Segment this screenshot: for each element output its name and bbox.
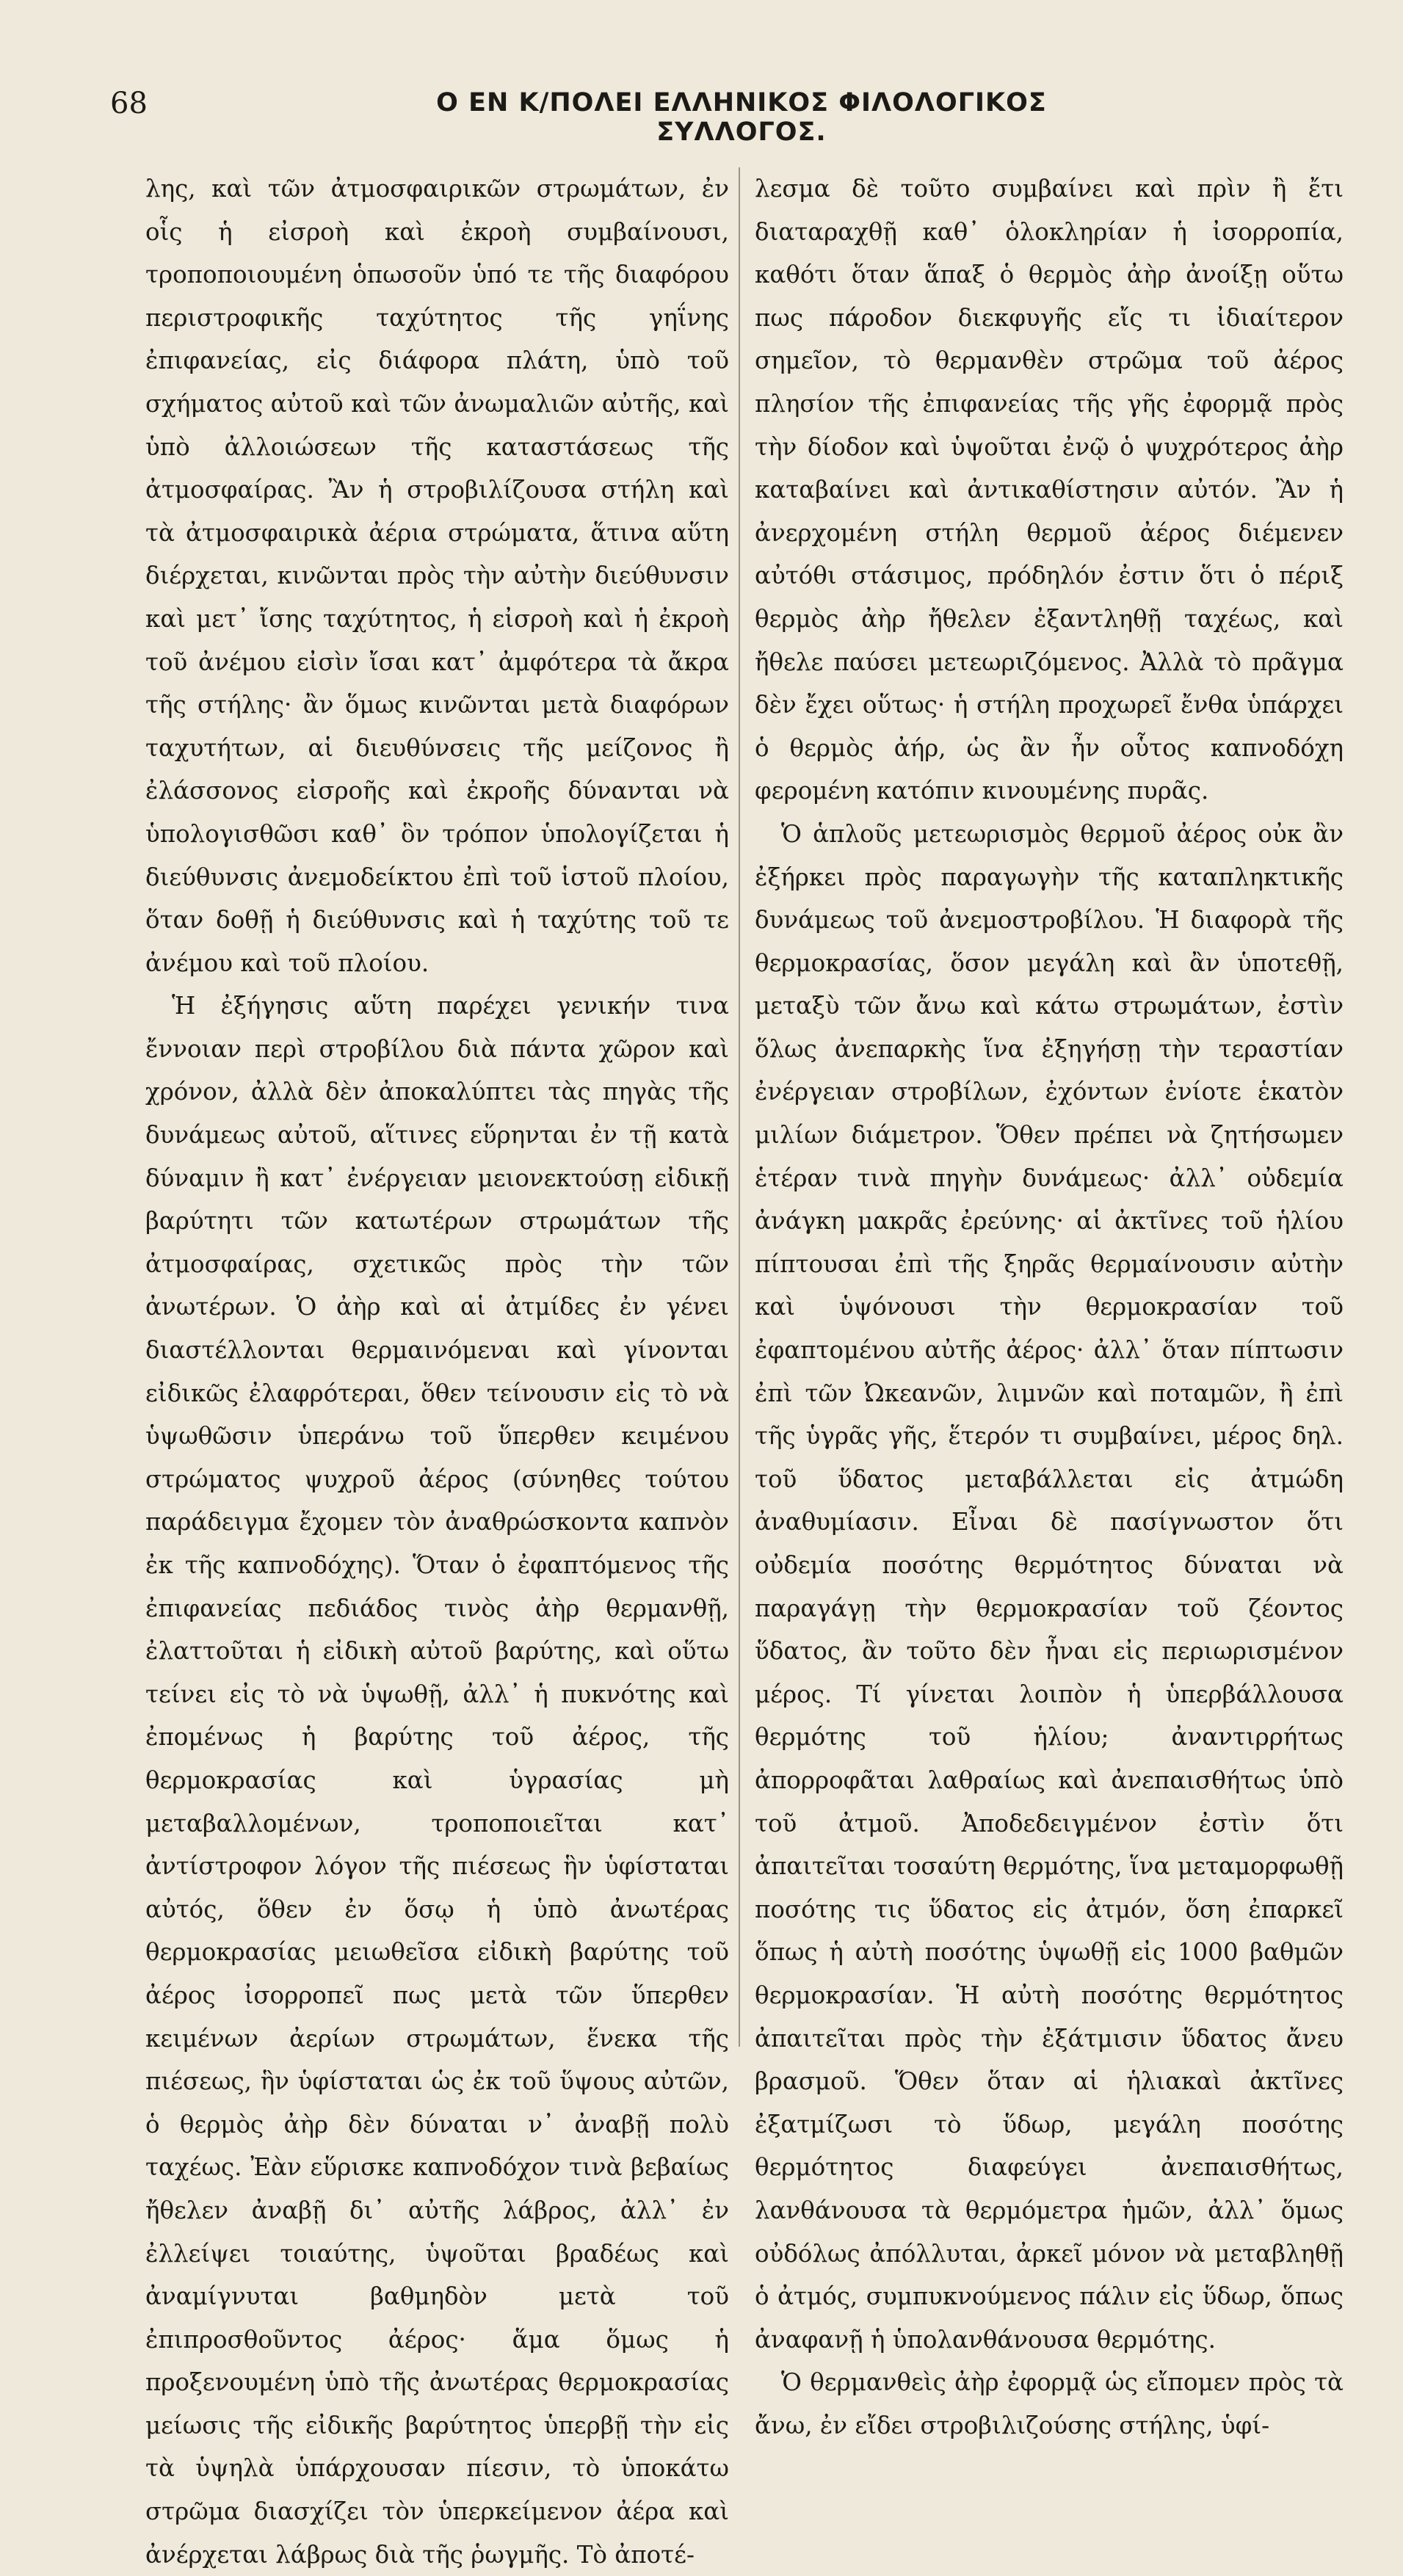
right-column xyxy=(755,167,1344,2447)
page-number: 68 xyxy=(110,87,148,120)
left-column xyxy=(145,167,729,2576)
right-paragraph-1: λεσμα δὲ τοῦτο συμβαίνει καὶ πρὶν ἢ ἔτι διαταραχθῇ καθ᾽ ὁλοκληρίαν ἡ ἰσορροπία, καθότι ὅταν ἅπαξ ὁ θερμὸς ἀὴρ ἀνοίξῃ οὕτω πως πάροδον διεκφυγῆς εἴς τι ἰδιαίτερον σημεῖον, τὸ θερμανθὲν στρῶμα τοῦ ἀέρος πλησίον τῆς ἐπιφανείας τῆς γῆς ἐφορμᾷ πρὸς τὴν δίοδον καὶ ὑψοῦται ἐνῷ ὁ ψυχρότερος ἀὴρ καταβαίνει καὶ ἀντικαθίστησιν αὐτόν. Ἂν ἡ ἀνερχομένη στήλη θερμοῦ ἀέρος διέμενεν αὐτόθι στάσιμος, πρόδηλόν ἐστιν ὅτι ὁ πέριξ θερμὸς ἀὴρ ἤθελεν ἐξαντληθῇ ταχέως, καὶ ἤθελε παύσει μετεωριζόμενος. Ἀλλὰ τὸ πρᾶγμα δὲν ἔχει οὕτως· ἡ στήλη προχωρεῖ ἔνθα ὑπάρχει ὁ θερμὸς ἀήρ, ὡς ἂν ἦν οὗτος καπνοδόχη φερομένη κατόπιν κινουμένης πυρᾶς. xyxy=(755,175,1344,805)
left-paragraph-2: Ἡ ἐξήγησις αὕτη παρέχει γενικήν τινα ἔννοιαν περὶ στροβίλου διὰ πάντα χῶρον καὶ χρόνον, ἀλλὰ δὲν ἀποκαλύπτει τὰς πηγὰς τῆς δυνάμεως αὐτοῦ, αἵτινες εὕρηνται ἐν τῇ κατὰ δύναμιν ἢ κατ᾽ ἐνέργειαν μειονεκτούσῃ εἰδικῇ βαρύτητι τῶν κατωτέρων στρωμάτων τῆς ἀτμοσφαίρας, σχετικῶς πρὸς τὴν τῶν ἀνωτέρων. Ὁ ἀὴρ καὶ αἱ ἀτμίδες ἐν γένει διαστέλλονται θερμαινόμεναι καὶ γίνονται εἰδικῶς ἐλαφρότεραι, ὅθεν τείνουσιν εἰς τὸ νὰ ὑψωθῶσιν ὑπεράνω τοῦ ὕπερθεν κειμένου στρώματος ψυχροῦ ἀέρος (σύνηθες τούτου παράδειγμα ἔχομεν τὸν ἀναθρώσκοντα καπνὸν ἐκ τῆς καπνοδόχης). Ὅταν ὁ ἐφαπτόμενος τῆς ἐπιφανείας πεδιάδος τινὸς ἀὴρ θερμανθῇ, ἐλαττοῦται ἡ εἰδικὴ αὐτοῦ βαρύτης, καὶ οὕτω τείνει εἰς τὸ νὰ ὑψωθῇ, ἀλλ᾽ ἡ πυκνότης καὶ ἐπομένως ἡ βαρύτης τοῦ ἀέρος, τῆς θερμοκρασίας καὶ ὑγρασίας μὴ μεταβαλλομένων, τροποποιεῖται κατ᾽ ἀντίστροφον λόγον τῆς πιέσεως ἣν ὑφίσταται αὐτός, ὅθεν ἐν ὅσῳ ἡ ὑπὸ ἀνωτέρας θερμοκρασίας μειωθεῖσα εἰδικὴ βαρύτης τοῦ ἀέρος ἰσορροπεῖ πως μετὰ τῶν ὕπερθεν κειμένων ἀερίων στρωμάτων, ἕνεκα τῆς πιέσεως, ἣν ὑφίσταται ὡς ἐκ τοῦ ὕψους αὐτῶν, ὁ θερμὸς ἀὴρ δὲν δύναται ν᾽ ἀναβῇ πολὺ ταχέως. Ἐὰν εὕρισκε καπνοδόχον τινὰ βεβαίως ἤθελεν ἀναβῇ δι᾽ αὐτῆς λάβρος, ἀλλ᾽ ἐν ἐλλείψει τοιαύτης, ὑψοῦται βραδέως καὶ ἀναμίγνυται βαθμηδὸν μετὰ τοῦ ἐπιπροσθοῦντος ἀέρος· ἅμα ὅμως ἡ προξενουμένη ὑπὸ τῆς ἀνωτέρας θερμοκρασίας μείωσις τῆς εἰδικῆς βαρύτητος ὑπερβῇ τὴν εἰς τὰ ὑψηλὰ ὑπάρχουσαν πίεσιν, τὸ ὑποκάτω στρῶμα διασχίζει τὸν ὑπερκείμενον ἀέρα καὶ ἀνέρχεται λάβρως διὰ τῆς ῥωγμῆς. Τὸ ἀποτέ- xyxy=(145,992,729,2569)
column-divider xyxy=(739,167,740,2047)
right-paragraph-2: Ὁ ἁπλοῦς μετεωρισμὸς θερμοῦ ἀέρος οὐκ ἂν ἐξήρκει πρὸς παραγωγὴν τῆς καταπληκτικῆς δυνάμεως τοῦ ἀνεμοστροβίλου. Ἡ διαφορὰ τῆς θερμοκρασίας, ὅσον μεγάλη καὶ ἂν ὑποτεθῇ, μεταξὺ τῶν ἄνω καὶ κάτω στρωμάτων, ἐστὶν ὅλως ἀνεπαρκὴς ἵνα ἐξηγήσῃ τὴν τεραστίαν ἐνέργειαν στροβίλων, ἐχόντων ἐνίοτε ἑκατὸν μιλίων διάμετρον. Ὅθεν πρέπει νὰ ζητήσωμεν ἑτέραν τινὰ πηγὴν δυνάμεως· ἀλλ᾽ οὐδεμία ἀνάγκη μακρᾶς ἐρεύνης· αἱ ἀκτῖνες τοῦ ἡλίου πίπτουσαι ἐπὶ τῆς ξηρᾶς θερμαίνουσιν αὐτὴν καὶ ὑψόνουσι τὴν θερμοκρασίαν τοῦ ἐφαπτομένου αὐτῆς ἀέρος· ἀλλ᾽ ὅταν πίπτωσιν ἐπὶ τῶν Ὠκεανῶν, λιμνῶν καὶ ποταμῶν, ἢ ἐπὶ τῆς ὑγρᾶς γῆς, ἕτερόν τι συμβαίνει, μέρος δηλ. τοῦ ὕδατος μεταβάλλεται εἰς ἀτμώδη ἀναθυμίασιν. Εἶναι δὲ πασίγνωστον ὅτι οὐδεμία ποσότης θερμότητος δύναται νὰ παραγάγῃ τὴν θερμοκρασίαν τοῦ ζέοντος ὕδατος, ἂν τοῦτο δὲν ἦναι εἰς περιωρισμένον μέρος. Τί γίνεται λοιπὸν ἡ ὑπερβάλλουσα θερμότης τοῦ ἡλίου; ἀναντιρρήτως ἀπορροφᾶται λαθραίως καὶ ἀνεπαισθήτως ὑπὸ τοῦ ἀτμοῦ. Ἀποδεδειγμένον ἐστὶν ὅτι ἀπαιτεῖται τοσαύτη θερμότης, ἵνα μεταμορφωθῇ ποσότης τις ὕδατος εἰς ἀτμόν, ὅση ἐπαρκεῖ ὅπως ἡ αὐτὴ ποσότης ὑψωθῇ εἰς 1000 βαθμῶν θερμοκρασίαν. Ἡ αὐτὴ ποσότης θερμότητος ἀπαιτεῖται πρὸς τὴν ἐξάτμισιν ὕδατος ἄνευ βρασμοῦ. Ὅθεν ὅταν αἱ ἡλιακαὶ ἀκτῖνες ἐξατμίζωσι τὸ ὕδωρ, μεγάλη ποσότης θερμότητος διαφεύγει ἀνεπαισθήτως, λανθάνουσα τὰ θερμόμετρα ἡμῶν, ἀλλ᾽ ὅμως οὐδόλως ἀπόλλυται, ἀρκεῖ μόνον νὰ μεταβληθῇ ὁ ἀτμός, συμπυκνούμενος πάλιν εἰς ὕδωρ, ὅπως ἀναφανῇ ἡ ὑπολανθάνουσα θερμότης. xyxy=(755,819,1344,2354)
right-paragraph-3: Ὁ θερμανθεὶς ἀὴρ ἐφορμᾷ ὡς εἴπομεν πρὸς τὰ ἄνω, ἐν εἴδει στροβιλιζούσης στήλης, ὑφί- xyxy=(755,2368,1344,2439)
left-paragraph-1: λης, καὶ τῶν ἀτμοσφαιρικῶν στρωμάτων, ἐν οἷς ἡ εἰσροὴ καὶ ἐκροὴ συμβαίνουσι, τροποποιουμένη ὁπωσοῦν ὑπό τε τῆς διαφόρου περιστροφικῆς ταχύτητος τῆς γηΐνης ἐπιφανείας, εἰς διάφορα πλάτη, ὑπὸ τοῦ σχήματος αὐτοῦ καὶ τῶν ἀνωμαλιῶν αὐτῆς, καὶ ὑπὸ ἀλλοιώσεων τῆς καταστάσεως τῆς ἀτμοσφαίρας. Ἂν ἡ στροβιλίζουσα στήλη καὶ τὰ ἀτμοσφαιρικὰ ἀέρια στρώματα, ἅτινα αὕτη διέρχεται, κινῶνται πρὸς τὴν αὐτὴν διεύθυνσιν καὶ μετ᾽ ἴσης ταχύτητος, ἡ εἰσροὴ καὶ ἡ ἐκροὴ τοῦ ἀνέμου εἰσὶν ἴσαι κατ᾽ ἀμφότερα τὰ ἄκρα τῆς στήλης· ἂν ὅμως κινῶνται μετὰ διαφόρων ταχυτήτων, αἱ διευθύνσεις τῆς μείζονος ἢ ἐλάσσονος εἰσροῆς καὶ ἐκροῆς δύνανται νὰ ὑπολογισθῶσι καθ᾽ ὃν τρόπον ὑπολογίζεται ἡ διεύθυνσις ἀνεμοδείκτου ἐπὶ τοῦ ἱστοῦ πλοίου, ὅταν δοθῇ ἡ διεύθυνσις καὶ ἡ ταχύτης τοῦ τε ἀνέμου καὶ τοῦ πλοίου. xyxy=(145,175,729,977)
running-title: Ο ΕΝ Κ/ΠΟΛΕΙ ΕΛΛΗΝΙΚΟΣ ΦΙΛΟΛΟΓΙΚΟΣ ΣΥΛΛΟΓΟΣ. xyxy=(436,88,1047,147)
